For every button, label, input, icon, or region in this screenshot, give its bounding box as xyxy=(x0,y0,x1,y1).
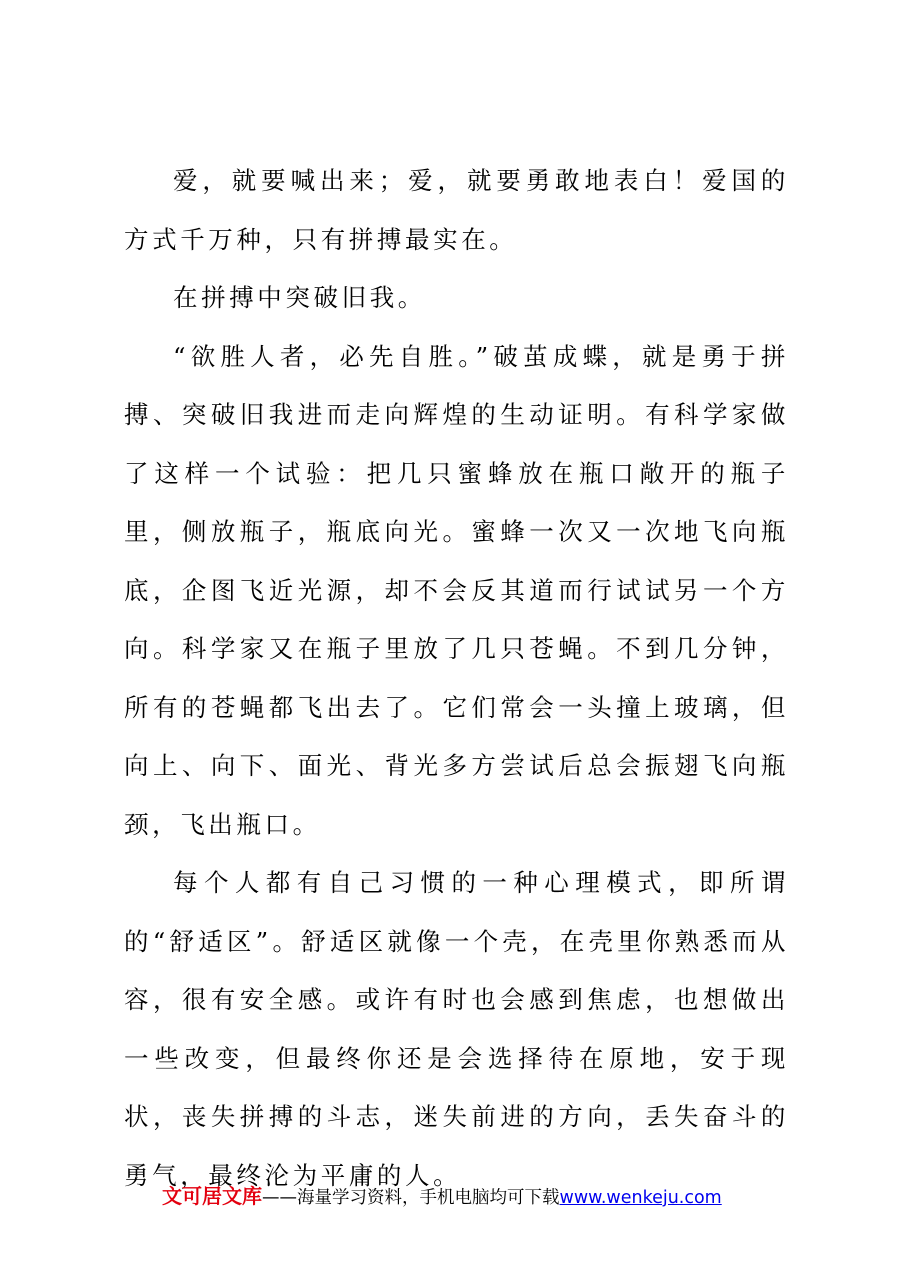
footer-banner xyxy=(162,1180,782,1212)
paragraph-break-old-self: 在拼搏中突破旧我。 xyxy=(173,283,426,312)
footer-brand-logo-text: 文可居文库 xyxy=(162,1184,262,1208)
footer-tagline: ——海量学习资料，手机电脑均可下载 xyxy=(262,1188,560,1208)
document-body xyxy=(124,152,789,1205)
footer-website-link[interactable]: www.wenkeju.com xyxy=(559,1188,722,1208)
paragraph-bee-fly-experiment: “欲胜人者，必先自胜。”破茧成蝶，就是勇于拼搏、突破旧我进而走向辉煌的生动证明。有科学家做了这样一个试验：把几只蜜蜂放在瓶口敞开的瓶子里，侧放瓶子，瓶底向光。蜜蜂一次又一次地飞向瓶底，企图飞近光源，却不会反其道而行试试另一个方向。科学家又在瓶子里放了几只苍蝇。不到几分钟，所有的苍蝇都飞出去了。它们常会一头撞上玻璃，但向上、向下、面光、背光多方尝试后总会振翅飞向瓶颈，飞出瓶口。 xyxy=(124,341,789,839)
paragraph-comfort-zone: 每个人都有自己习惯的一种心理模式，即所谓的“舒适区”。舒适区就像一个壳，在壳里你熟悉而从容，很有安全感。或许有时也会感到焦虑，也想做出一些改变，但最终你还是会选择待在原地，安于现状，丧失拼搏的斗志，迷失前进的方向，丢失奋斗的勇气，最终沦为平庸的人。 xyxy=(124,868,789,1190)
paragraph-love-country: 爱，就要喊出来；爱，就要勇敢地表白！爱国的方式千万种，只有拼搏最实在。 xyxy=(124,166,789,254)
